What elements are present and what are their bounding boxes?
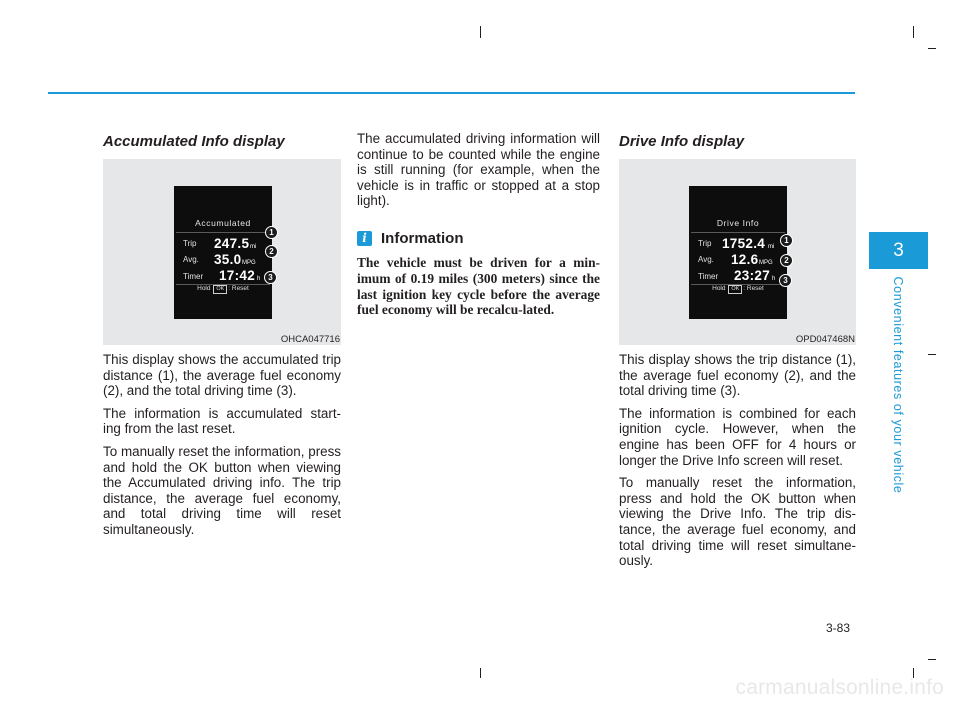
trip-value: 247.5 [214,236,250,251]
section-title: Drive Info display [619,133,745,150]
avg-label: Avg. [698,255,714,264]
hold-reset-hint [174,285,272,294]
trip-unit: mi [768,244,775,250]
right-column [619,133,856,150]
crop-mark [928,48,936,49]
header-rule [48,92,855,94]
timer-value: 17:42 [219,268,256,283]
cluster-screen [174,186,272,319]
crop-mark [913,26,914,38]
info-icon: i [357,231,372,246]
avg-value: 12.6 [731,252,759,267]
paragraph: To manually reset the information, press and hold the OK button when viewing the Drive Info. The trip dis-tance, the average fuel economy, and total driving time will reset simultane-ously. [619,475,856,569]
hold-text: Hold [712,285,726,292]
avg-value: 35.0 [214,252,242,267]
crop-mark [928,659,936,660]
information-title: Information [381,229,464,247]
crop-mark [928,354,936,355]
information-header [357,230,600,247]
reset-text: : Reset [743,285,764,292]
trip-value: 1752.4 [722,236,766,251]
avg-label: Avg. [183,255,199,264]
chapter-title: Convenient features of your vehicle [891,276,905,494]
screen-divider [176,232,270,233]
hold-text: Hold [197,285,211,292]
callout-2: 2 [265,245,278,258]
reset-text: : Reset [228,285,249,292]
middle-column [357,131,600,318]
hold-reset-hint [689,285,787,294]
paragraph: To manually reset the information, press and hold the OK button when viewing the Accumulated driving info. The trip distance, the average fuel economy, and total driving time will reset simultaneously. [103,443,341,537]
timer-label: Timer [183,272,204,281]
trip-label: Trip [698,239,712,248]
crop-mark [480,26,481,38]
trip-label: Trip [183,239,197,248]
figure-code: OPD047468N [795,334,855,345]
trip-unit: mi [250,244,257,250]
screen-title: Accumulated [195,218,251,228]
ok-key: OK [213,285,227,294]
screen-title: Drive Info [716,218,760,228]
drive-info-figure [619,159,856,345]
screen-divider [691,232,785,233]
figure-code: OHCA047716 [280,334,340,345]
paragraph: The information is accumulated start-ing from the last reset. [103,405,341,437]
callout-3: 3 [264,271,277,284]
section-title: Accumulated Info display [103,133,285,150]
paragraph: The accumulated driving information will continue to be counted while the engine is still running (for example, when the vehicle is in traffic or stopped at a stop light). [357,131,600,209]
callout-1: 1 [265,226,278,239]
callout-3: 3 [779,274,792,287]
timer-value: 23:27 [734,268,771,283]
avg-unit: MPG [759,260,773,266]
paragraph: This display shows the trip distance (1), the average fuel economy (2), and the total driving time (3). [619,352,856,399]
information-box [357,230,600,318]
page-number: 3-83 [826,621,851,635]
cluster-screen [689,186,787,319]
accumulated-figure [103,159,341,345]
timer-label: Timer [698,272,719,281]
left-column [103,133,341,150]
chapter-tab: 3 [869,232,928,269]
information-body: The vehicle must be driven for a min-imum of 0.19 miles (300 meters) since the last ignition key cycle before the average fuel economy will be recalcu-lated. [357,254,600,318]
left-body [103,352,341,545]
watermark: carmanualsonline.info [735,676,944,699]
crop-mark [480,668,481,678]
ok-key: OK [728,285,742,294]
paragraph: The information is combined for each ignition cycle. However, when the engine has been OFF for 4 hours or longer the Drive Info screen will reset. [619,405,856,468]
timer-unit: h [257,276,261,282]
right-body [619,352,856,576]
callout-2: 2 [780,254,793,267]
avg-unit: MPG [242,260,256,266]
callout-1: 1 [780,234,793,247]
timer-unit: h [772,276,776,282]
paragraph: This display shows the accumulated trip distance (1), the average fuel economy (2), and the total driving time (3). [103,352,341,399]
